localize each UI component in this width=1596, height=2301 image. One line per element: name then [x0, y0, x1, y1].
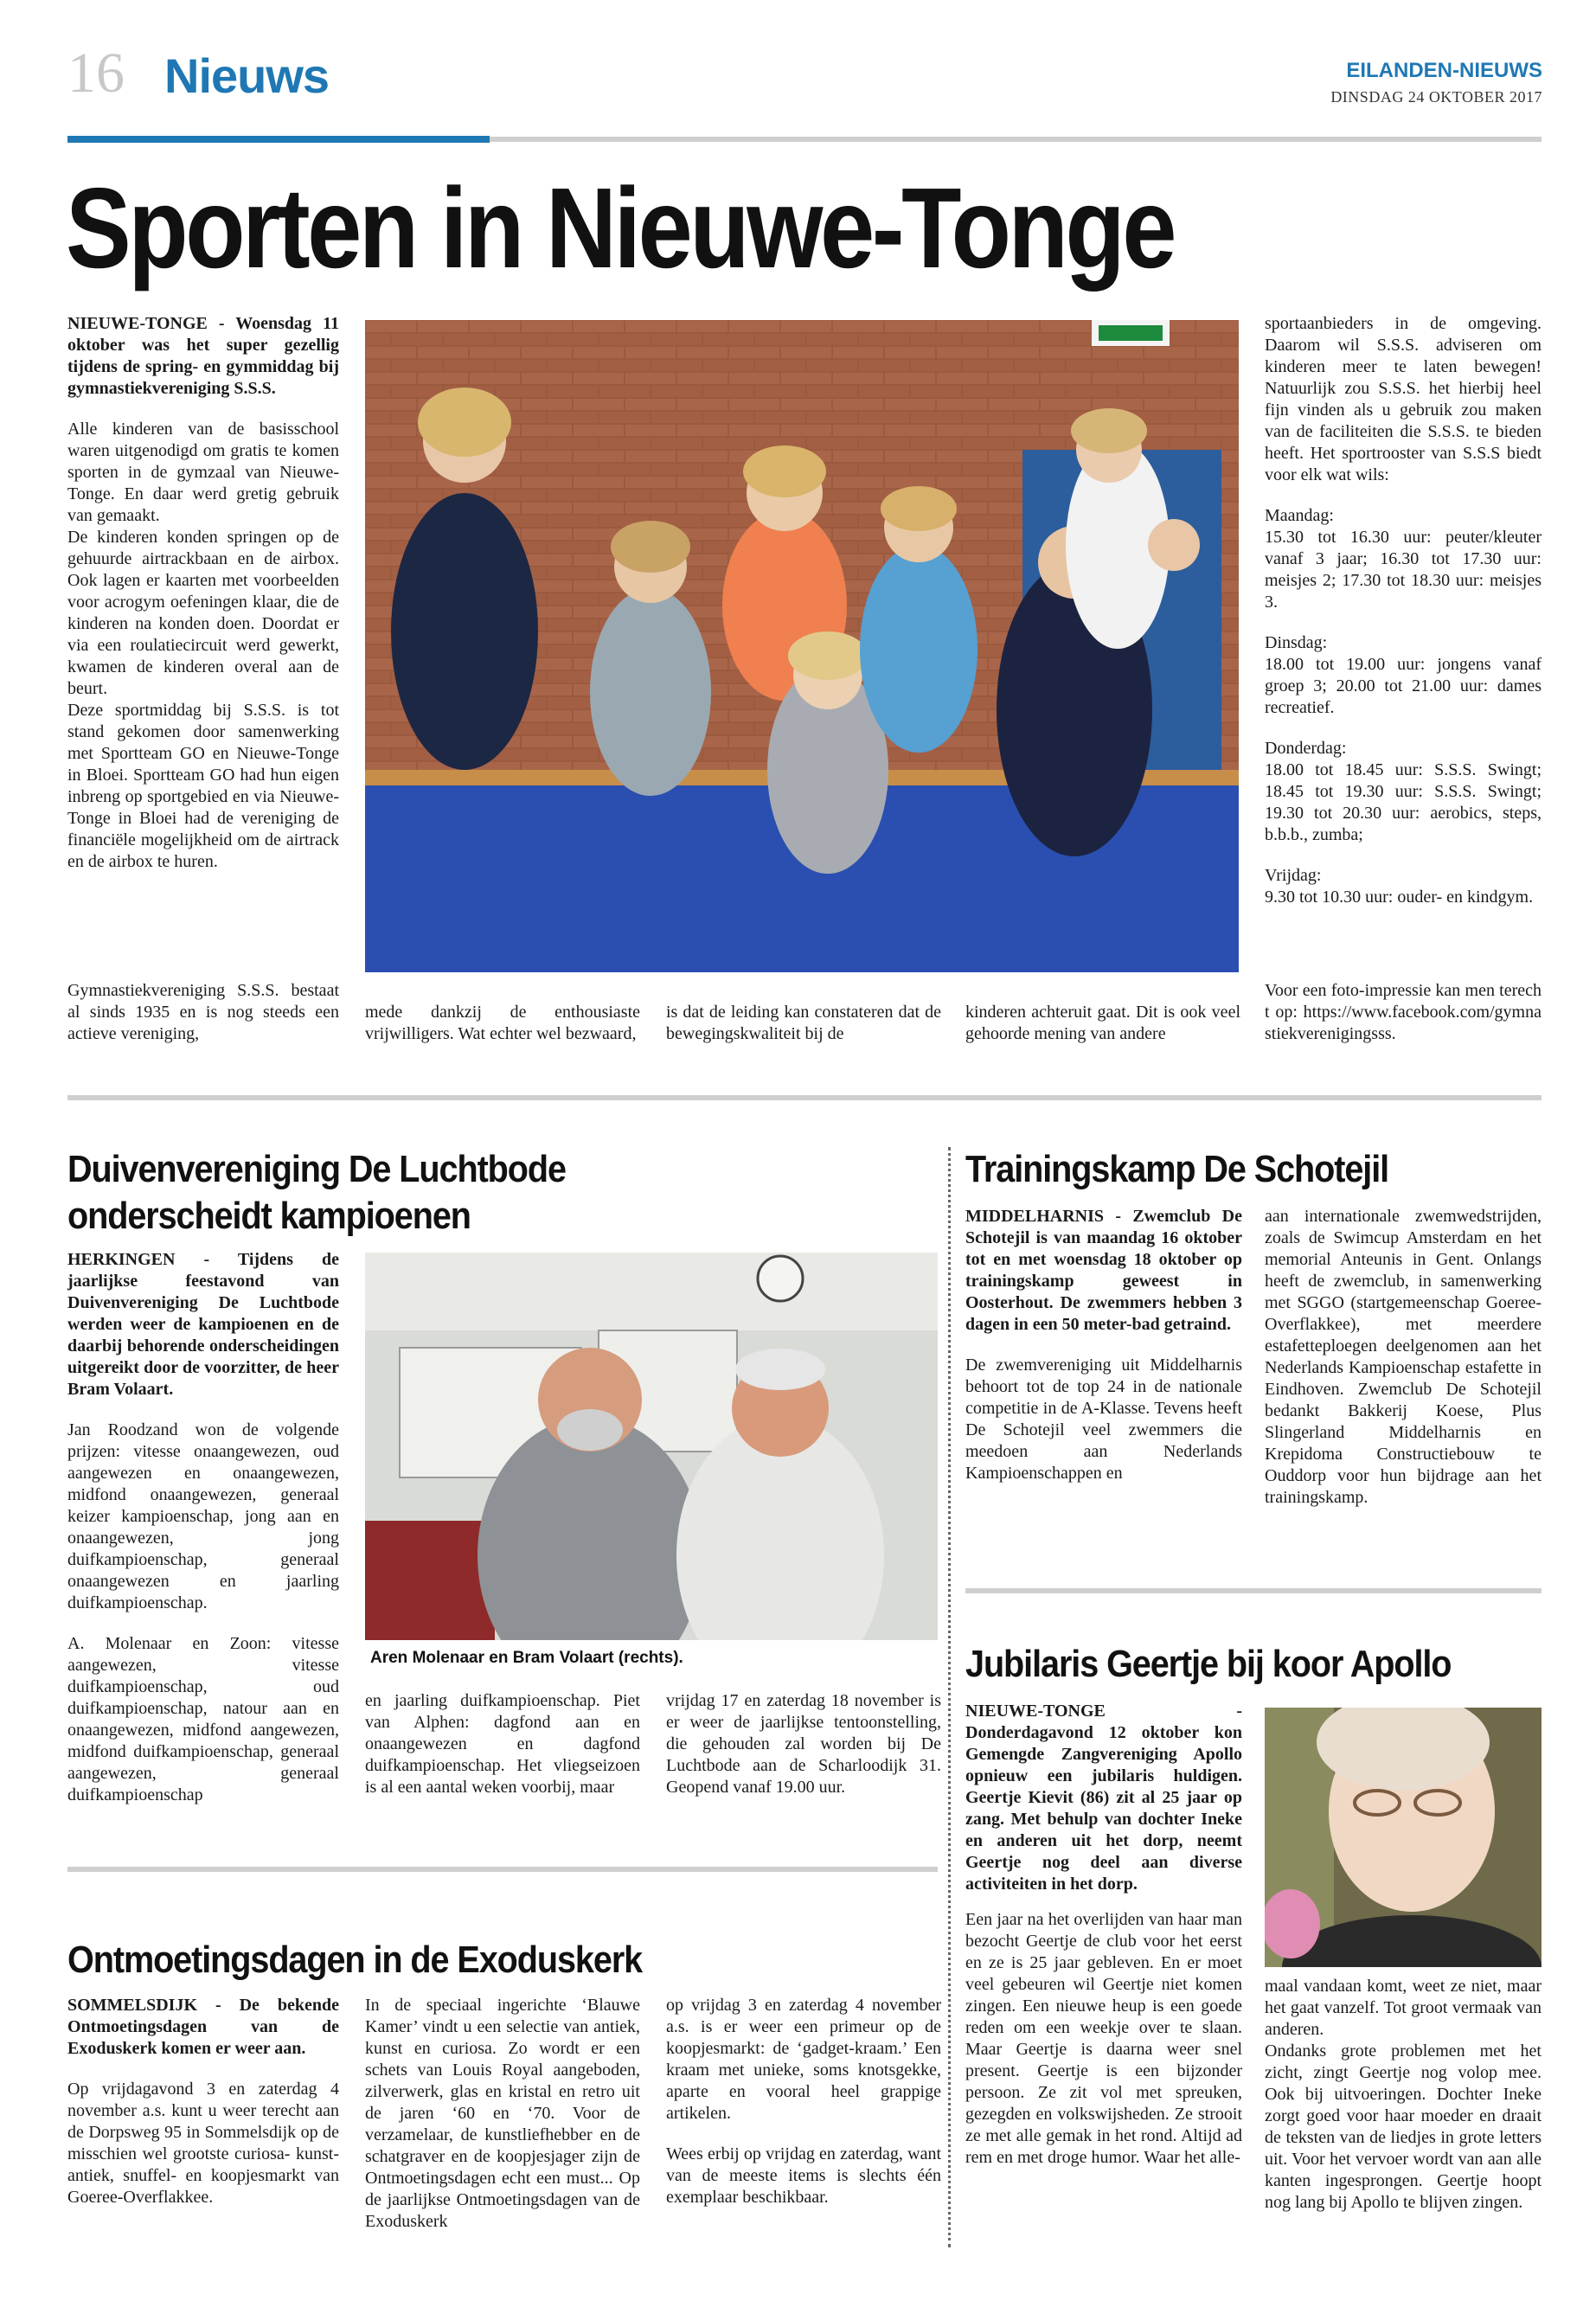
schedule-times: 15.30 tot 16.30 uur: peuter/kleuter vanaf 3 jaar; 16.30 tot 17.30 uur: meisjes 2; 17.30 tot 18.30 uur: meisjes 3. — [1265, 528, 1542, 612]
schotejil-headline: Trainingskamp De Schotejil — [965, 1148, 1389, 1190]
duiven-lead: HERKINGEN - Tijdens de jaarlijkse feestavond van Duivenvereniging De Luchtbode werden weer de kampioenen en de daarbij behorende onderscheidingen uitgereikt door de voorzitter, de heer Bram Volaart. — [67, 1250, 339, 1399]
schotejil-column-2 — [1265, 1206, 1542, 1509]
exodus-headline: Ontmoetingsdagen in de Exoduskerk — [67, 1939, 643, 1981]
main-article-column-5 — [1265, 313, 1542, 908]
paragraph: kinderen achteruit gaat. Dit is ook veel gehoorde mening van andere — [965, 1003, 1240, 1043]
duiven-photo-caption: Aren Molenaar en Bram Volaart (rechts). — [370, 1649, 683, 1667]
section-title: Nieuws — [164, 48, 330, 103]
facebook-link-text: Voor een foto-impressie kan men terecht op: https://www.facebook.com/gymnastiekverenigingsss. — [1265, 981, 1542, 1043]
header-rule-accent — [67, 136, 490, 143]
exodus-column-3 — [666, 1995, 941, 2208]
main-article-column-1-bottom — [67, 980, 339, 1045]
schedule-day: Donderdag: — [1265, 739, 1347, 758]
schotejil-column-1 — [965, 1206, 1242, 1484]
duiven-column-1 — [67, 1249, 339, 1806]
geertje-portrait-photo — [1265, 1708, 1542, 1967]
paragraph: In de speciaal ingerichte ‘Blauwe Kamer’ vindt u een selectie van antiek, kunst en curiosa. Zo wordt er een schets van Louis Royal aangeboden, zilverwerk, glas en kristal en retro uit de jaren ‘60 en ‘70. Voor de verzamelaar, de kunstliefhebber en de schatgraver en de koopjesjager zijn de Ontmoetingsdagen echt een must... Op de jaarlijkse Ontmoetingsdagen van de Exoduskerk — [365, 1996, 640, 2231]
paragraph: Alle kinderen van de basisschool waren uitgenodigd om gratis te komen sporten in de gymzaal van Nieuwe-Tonge. En daar werd gretig gebruik van gemaakt. — [67, 420, 339, 525]
schotejil-lead: MIDDELHARNIS - Zwemclub De Schotejil is van maandag 16 oktober tot en met woensdag 18 oktober op trainingskamp geweest in Oosterhout. De zwemmers hebben 3 dagen in een 50 meter-bad getraind. — [965, 1207, 1242, 1334]
apollo-column-1 — [965, 1701, 1242, 2169]
exodus-column-1 — [67, 1995, 339, 2208]
section-divider — [965, 1588, 1542, 1593]
paragraph: Gymnastiekvereniging S.S.S. bestaat al sinds 1935 en is nog steeds een actieve vereniging, — [67, 981, 339, 1043]
paragraph: sportaanbieders in de omgeving. Daarom wil S.S.S. adviseren om kinderen meer te laten bewegen! Natuurlijk zou S.S.S. het hierbij heel fijn vinden als u gebruik zou maken van de faciliteiten die S.S.S. te bieden heeft. Het sportrooster van S.S.S biedt voor elk wat wils: — [1265, 314, 1542, 484]
gym-kids-photo — [365, 320, 1239, 972]
paragraph: en jaarling duifkampioenschap. Piet van Alphen: dagfond aan en onaangewezen en dagfond duifkampioenschap. Het vliegseizoen is al een aantal weken voorbij, maar — [365, 1691, 640, 1797]
duiven-column-3 — [666, 1690, 941, 1798]
paragraph: aan internationale zwemwedstrijden, zoals de Swimcup Amsterdam en het memorial Anteunis in Gent. Onlangs heeft de zwemclub, in samenwerking met SGGO (startgemeenschap Goeree- Overflakkee), met meerdere estafetteploegen deelgenomen aan het Nederlands Kampioenschap estafette in Eindhoven. Zwemclub De Schotejil bedankt Bakkerij Koese, Plus Slingerland Middelharnis en Krepidoma Constructiebouw te Ouddorp voor hun bijdrage aan het trainingskamp. — [1265, 1207, 1542, 1507]
duiven-headline-line-2: onderscheidt kampioenen — [67, 1195, 471, 1237]
paragraph: Deze sportmiddag bij S.S.S. is tot stand gekomen door samenwerking met Sportteam GO en Nieuwe-Tonge in Bloei. Sportteam GO had hun eigen inbreng op sportgebied en via Nieuwe-Tonge in Bloei had de vereniging de financiële mogelijkheid om de airtrack en de airbox te huren. — [67, 701, 339, 871]
brand-logo: EILANDEN-NIEUWS — [1346, 59, 1542, 82]
paragraph: maal vandaan komt, weet ze niet, maar het gaat vanzelf. Tot groot vermaak van anderen. — [1265, 1977, 1542, 2039]
exodus-lead: SOMMELSDIJK - De bekende Ontmoetingsdagen van de Exoduskerk komen er weer aan. — [67, 1996, 339, 2058]
main-headline: Sporten in Nieuwe-Tonge — [66, 164, 1175, 292]
main-article-column-2 — [365, 1002, 640, 1045]
duiven-photo — [365, 1253, 938, 1640]
geertje-portrait-illustration — [1265, 1708, 1542, 1967]
paragraph: A. Molenaar en Zoon: vitesse aangewezen, vitesse duifkampioenschap, oud duifkampioenschap, natour aan en onaangewezen, midfond aangewezen, midfond duifkampioenschap, generaal aangewezen, generaal duifkampioenschap — [67, 1634, 339, 1804]
issue-date: DINSDAG 24 OKTOBER 2017 — [1330, 88, 1542, 106]
paragraph: Ondanks grote problemen met het zicht, zingt Geertje nog volop mee. Ook bij uitvoeringen. Dochter Ineke zorgt goed voor haar moeder en draait de teksten van de liedjes in grote letters uit. Voor het vervoer wordt van aan alle kanten ingesprongen. Geertje hoopt nog lang bij Apollo te blijven zingen. — [1265, 2041, 1542, 2212]
paragraph: Op vrijdagavond 3 en zaterdag 4 november a.s. kunt u weer terecht aan de Dorpsweg 95 in Sommelsdijk op de misschien wel grootste curiosa- kunst-antiek, snuffel- en koopjesmarkt van Goeree-Overflakkee. — [67, 2080, 339, 2207]
schedule-day: Vrijdag: — [1265, 866, 1322, 885]
paragraph: De kinderen konden springen op de gehuurde airtrackbaan en de airbox. Ook lagen er kaarten met voorbeelden voor acrogym oefeningen klaar, die de kinderen na konden doen. Doordat er via een roulatiecircuit werd gewerkt, kwamen de kinderen overal aan de beurt. — [67, 528, 339, 698]
schedule-times: 9.30 tot 10.30 uur: ouder- en kindgym. — [1265, 888, 1534, 907]
paragraph: vrijdag 17 en zaterdag 18 november is er weer de jaarlijkse tentoonstelling, die gehouden zal worden bij De Luchtbode aan de Scharloodijk 31. Geopend vanaf 19.00 uur. — [666, 1691, 941, 1797]
duiven-column-2 — [365, 1690, 640, 1798]
paragraph: Jan Roodzand won de volgende prijzen: vitesse onaangewezen, oud aangewezen en onaangewezen, midfond onaangewezen, generaal keizer kampioenschap, jong aan en onaangewezen, jong duifkampioenschap, generaal onaangewezen en jaarling duifkampioenschap. — [67, 1420, 339, 1612]
paragraph: Een jaar na het overlijden van haar man bezocht Geertje de club voor het eerst en ze is 25 jaar gebleven. En er moet veel gebeuren wil Geertje niet komen zingen. Een nieuwe heup is een goede reden om een weekje over te slaan. Maar Geertje is daarna weer snel present. Geertje is een bijzonder persoon. Ze zit vol met spreuken, gezegden en volkswijsheden. Ze strooit ze met alle gemak in het rond. Altijd ad rem en met droge humor. Waar het alle- — [965, 1910, 1242, 2167]
section-divider — [67, 1867, 938, 1872]
schedule-times: 18.00 tot 18.45 uur: S.S.S. Swingt; 18.45 tot 19.30 uur: S.S.S. Swingt; 19.30 tot 20.30 uur: aerobics, steps, b.b.b., zumba; — [1265, 760, 1542, 844]
apollo-column-2 — [1265, 1976, 1542, 2214]
schedule-times: 18.00 tot 19.00 uur: jongens vanaf groep 3; 20.00 tot 21.00 uur: dames recreatief. — [1265, 655, 1542, 717]
main-article-column-3 — [666, 1002, 941, 1045]
gym-kids-illustration — [365, 320, 1239, 972]
main-article-lead: NIEUWE-TONGE - Woensdag 11 oktober was het super gezellig tijdens de spring- en gymmiddag bij gymnastiekvereniging S.S.S. — [67, 314, 339, 398]
page-number: 16 — [67, 42, 125, 105]
main-article-column-4 — [965, 1002, 1240, 1045]
paragraph: is dat de leiding kan constateren dat de bewegingskwaliteit bij de — [666, 1003, 941, 1043]
schedule-day: Maandag: — [1265, 506, 1334, 525]
apollo-lead: NIEUWE-TONGE - Donderdagavond 12 oktober kon Gemengde Zangvereniging Apollo opnieuw een jubilaris huldigen. Geertje Kievit (86) zit al 25 jaar op zang. Met behulp van dochter Ineke en anderen uit het dorp, neemt Geertje nog deel aan diverse activiteiten in het dorp. — [965, 1702, 1242, 1894]
section-divider — [67, 1095, 1542, 1100]
paragraph: De zwemvereniging uit Middelharnis behoort tot de top 24 in de nationale competitie in de A-Klasse. Tevens heeft De Schotejil veel zwemmers die meedoen aan Nederlands Kampioenschappen en — [965, 1356, 1242, 1483]
paragraph: op vrijdag 3 en zaterdag 4 november a.s. is er weer een primeur op de koopjesmarkt: de ‘gadget-kraam.’ Een kraam met unieke, soms knotsgekke, aparte en vooral heel grappige artikelen. — [666, 1996, 941, 2123]
paragraph: mede dankzij de enthousiaste vrijwilligers. Wat echter wel bezwaard, — [365, 1003, 640, 1043]
duiven-illustration — [365, 1253, 938, 1640]
paragraph: Wees erbij op vrijdag en zaterdag, want van de meeste items is slechts één exemplaar beschikbaar. — [666, 2144, 941, 2207]
schedule-day: Dinsdag: — [1265, 633, 1328, 652]
duiven-headline-line-1: Duivenvereniging De Luchtbode — [67, 1148, 566, 1190]
exodus-column-2 — [365, 1995, 640, 2233]
column-divider — [948, 1147, 951, 2247]
apollo-headline: Jubilaris Geertje bij koor Apollo — [965, 1643, 1452, 1685]
main-article-column-1 — [67, 313, 339, 873]
main-article-column-5-bottom — [1265, 980, 1542, 1045]
